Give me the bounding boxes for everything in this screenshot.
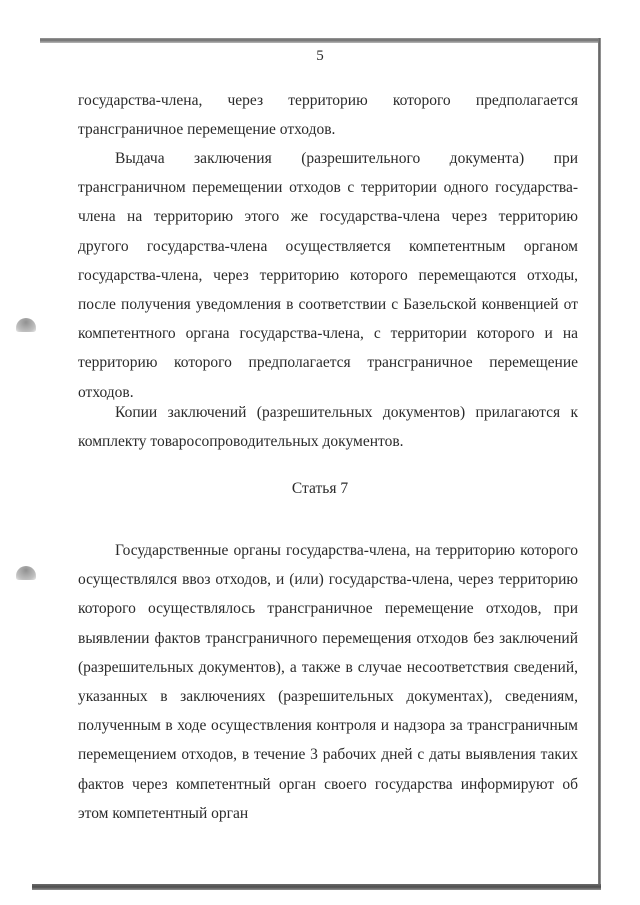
paragraph-article-7: Государственные органы государства-члена, на территорию которого осуществлялся ввоз отходов, и (или) государства-члена, через территорию которого осуществлялось трансграничное перемещение отходов, при выявлении фактов трансграничного перемещения отходов без заключений (разрешительных документов), а также в случае несоответствия сведений, указанных в заключениях (разрешительных документах), сведениям, полученным в ходе осуществления контроля и надзора за трансграничным перемещением отходов, в течение 3 рабочих дней с даты выявления таких фактов через компетентный орган своего государства информируют об этом компетентный орган	[78, 542, 578, 822]
page-number: 5	[316, 48, 324, 64]
punch-hole-mark	[16, 566, 36, 580]
article-heading: Статья 7	[291, 480, 349, 497]
punch-hole-mark	[16, 318, 36, 332]
paragraph-copies: Копии заключений (разрешительных документов) прилагаются к комплекту товаросопроводительных документов.	[78, 404, 578, 451]
paragraph-continuation: государства-члена, через территорию которого предполагается трансграничное перемещение отходов.	[78, 92, 578, 139]
paragraph-conclusion-issuance: Выдача заключения (разрешительного документа) при трансграничном перемещении отходов с территории одного государства-члена на территорию этого же государства-члена через территорию другого государства-члена осуществляется компетентным органом государства-члена, через территорию которого перемещаются отходы, после получения уведомления в соответствии с Базельской конвенцией от компетентного органа государства-члена, с территории которого и на территорию которого предполагается трансграничное перемещение отходов.	[78, 150, 578, 401]
scan-border-top	[40, 38, 600, 43]
scan-border-bottom	[32, 884, 601, 890]
scan-border-right	[598, 38, 601, 890]
